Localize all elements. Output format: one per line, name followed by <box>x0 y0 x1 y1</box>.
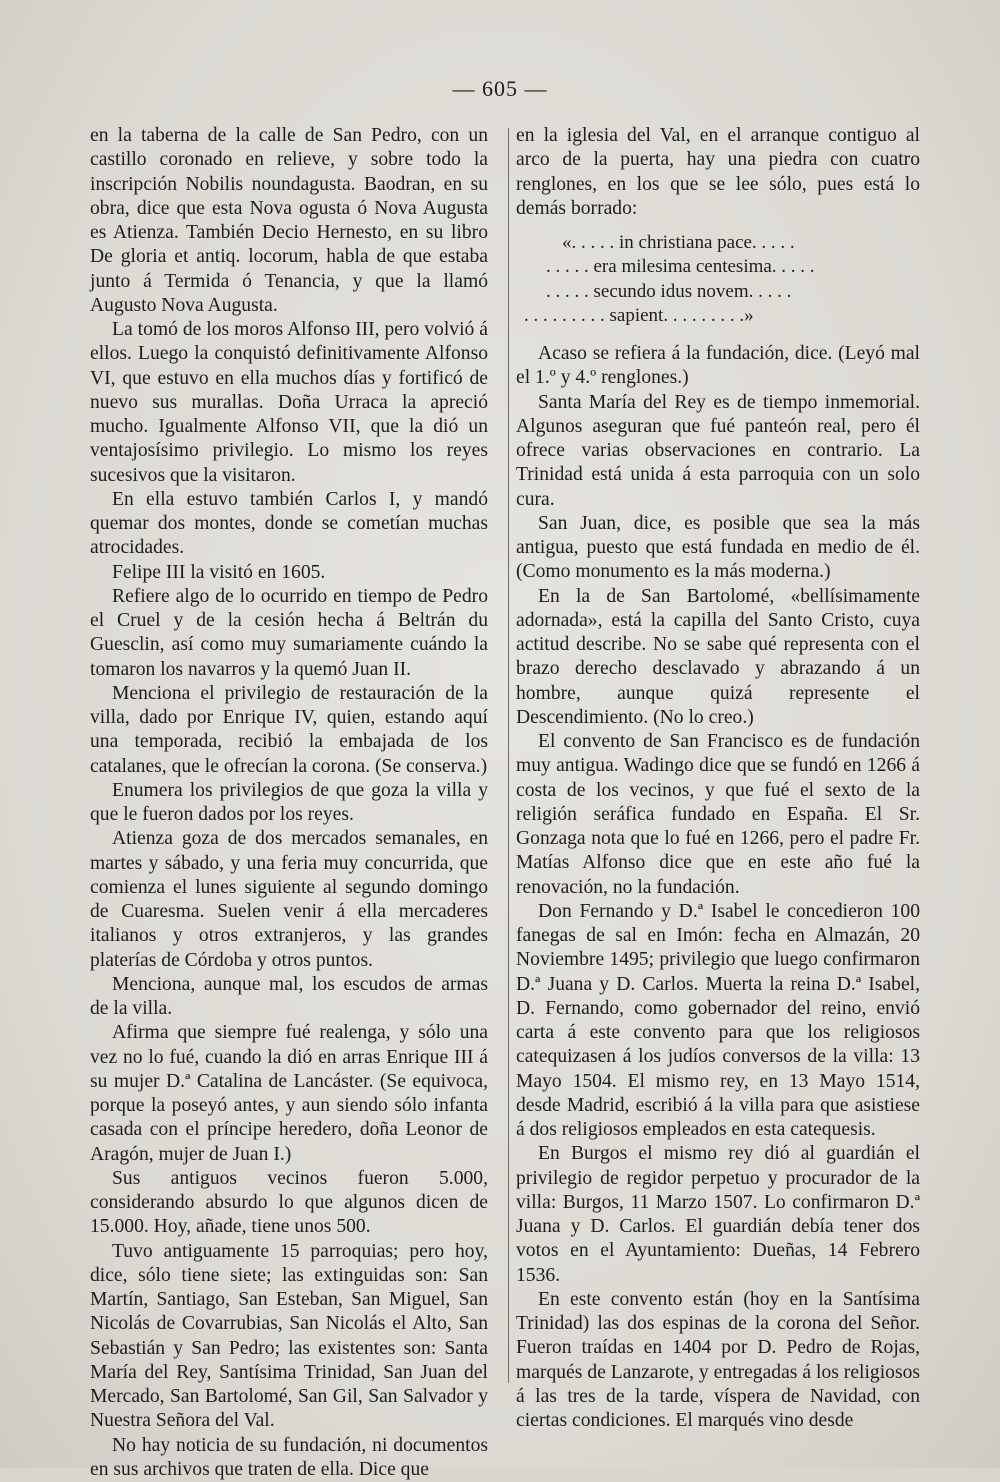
inscription-line: «. . . . . in christiana pace. . . . . <box>516 231 920 255</box>
paragraph: San Juan, dice, es posible que sea la más antigua, puesto que está fundada en medio de él. (Como monumento es la más moderna.) <box>516 512 920 585</box>
paragraph: Sus antiguos vecinos fueron 5.000, considerando absurdo lo que algunos dicen de 15.000. Hoy, añade, tiene unos 500. <box>90 1167 488 1240</box>
paragraph: Afirma que siempre fué realenga, y sólo una vez no lo fué, cuando la dió en arras Enrique III á su mujer D.ª Catalina de Lancáster. (Se equivoca, porque la poseyó antes, y aun siendo sólo infanta casada con el príncipe heredero, doña Leonor de Aragón, mujer de Juan I.) <box>90 1021 488 1167</box>
page-number: — 605 — <box>0 76 1000 102</box>
paragraph: En este convento están (hoy en la Santísima Trinidad) las dos espinas de la corona del Señor. Fueron traídas en 1404 por D. Pedro de Rojas, marqués de Lanzarote, y entregadas á los religiosos á las tres de la tarde, víspera de Navidad, con ciertas condiciones. El marqués vino desde <box>516 1288 920 1434</box>
left-column <box>90 124 488 1482</box>
paragraph: Atienza goza de dos mercados semanales, en martes y sábado, y una feria muy concurrida, que comienza el lunes siguiente al segundo domingo de Cuaresma. Suelen venir á ella mercaderes italianos y otros extranjeros, y las grandes platerías de Córdoba y otros puntos. <box>90 827 488 973</box>
paragraph: Refiere algo de lo ocurrido en tiempo de Pedro el Cruel y de la cesión hecha á Beltrán du Guesclin, así como muy sumariamente cuándo la tomaron los navarros y la quemó Juan II. <box>90 585 488 682</box>
paragraph: Enumera los privilegios de que goza la villa y que le fueron dados por los reyes. <box>90 779 488 828</box>
paragraph: Tuvo antiguamente 15 parroquias; pero hoy, dice, sólo tiene siete; las extinguidas son: San Martín, Santiago, San Esteban, San Miguel, San Nicolás de Covarrubias, San Nicolás el Alto, San Sebastián y San Pedro; las existentes son: Santa María del Rey, Santísima Trinidad, San Juan del Mercado, San Bartolomé, San Gil, San Salvador y Nuestra Señora del Val. <box>90 1240 488 1434</box>
paragraph: Menciona el privilegio de restauración de la villa, dado por Enrique IV, quien, estando aquí una temporada, recibió la embajada de los catalanes, que le ofrecían la corona. (Se conserva.) <box>90 682 488 779</box>
inscription-line: . . . . . era milesima centesima. . . . . <box>516 255 920 279</box>
paragraph: Don Fernando y D.ª Isabel le concedieron 100 fanegas de sal en Imón: fecha en Almazán, 20 Noviembre 1495; privilegio que luego confirmaron D.ª Juana y D. Carlos. Muerta la reina D.ª Isabel, D. Fernando, como gobernador del reino, envió carta á este convento para que los religiosos catequizasen á los judíos conversos de la villa: 13 Mayo 1504. El mismo rey, en 13 Mayo 1514, desde Madrid, escribió á la villa para que asistiese á dos religiosos empleados en esta catequesis. <box>516 900 920 1143</box>
inscription-block <box>516 231 920 328</box>
paragraph: Acaso se refiera á la fundación, dice. (Leyó mal el 1.º y 4.º renglones.) <box>516 342 920 391</box>
paragraph: en la taberna de la calle de San Pedro, con un castillo coronado en relieve, y sobre todo la inscripción Nobilis noundagusta. Baodran, en su obra, dice que esta Nova ogusta ó Nova Augusta es Atienza. También Decio Hernesto, en su libro De gloria et antiq. locorum, habla de que estaba junto á Termida ó Tenancia, y que la llamó Augusto Nova Augusta. <box>90 124 488 318</box>
paragraph: en la iglesia del Val, en el arranque contiguo al arco de la puerta, hay una piedra con cuatro renglones, en los que se lee sólo, pues está lo demás borrado: <box>516 124 920 221</box>
paragraph: En la de San Bartolomé, «bellísimamente adornada», está la capilla del Santo Cristo, cuya actitud describe. No se sabe qué representa con el brazo derecho desclavado y abrazando á un hombre, aunque quizá represente el Descendimiento. (No lo creo.) <box>516 585 920 731</box>
paragraph: En Burgos el mismo rey dió al guardián el privilegio de regidor perpetuo y procurador de la villa: Burgos, 11 Marzo 1507. Lo confirmaron D.ª Juana y D. Carlos. El guardián debía tener dos votos en el Ayuntamiento: Dueñas, 14 Febrero 1536. <box>516 1142 920 1288</box>
paragraph: La tomó de los moros Alfonso III, pero volvió á ellos. Luego la conquistó definitivamente Alfonso VI, que estuvo en ella muchos días y fortificó de nuevo sus murallas. Doña Urraca la apreció mucho. Igualmente Alfonso VII, que la dió un ventajosísimo privilegio. Lo mismo los reyes sucesivos que la visitaron. <box>90 318 488 488</box>
right-column <box>516 124 920 1433</box>
inscription-line: . . . . . secundo idus novem. . . . . <box>516 280 920 304</box>
paragraph: En ella estuvo también Carlos I, y mandó quemar dos montes, donde se cometían muchas atrocidades. <box>90 488 488 561</box>
column-divider <box>508 128 509 1383</box>
paragraph: Santa María del Rey es de tiempo inmemorial. Algunos aseguran que fué panteón real, pero él ofrece varias observaciones en contrario. La Trinidad está unida á esta parroquia con un solo cura. <box>516 391 920 512</box>
paragraph: Menciona, aunque mal, los escudos de armas de la villa. <box>90 973 488 1022</box>
paragraph: El convento de San Francisco es de fundación muy antigua. Wadingo dice que se fundó en 1266 á costa de los vecinos, y que fué el sexto de la religión seráfica fundado en España. El Sr. Gonzaga nota que lo fué en 1266, pero el padre Fr. Matías Alfonso dice que en este año fué la renovación, no la fundación. <box>516 730 920 900</box>
paragraph: No hay noticia de su fundación, ni documentos en sus archivos que traten de ella. Dice que <box>90 1434 488 1482</box>
paragraph: Felipe III la visitó en 1605. <box>90 561 488 585</box>
inscription-line: . . . . . . . . . sapient. . . . . . . . .» <box>516 304 920 328</box>
